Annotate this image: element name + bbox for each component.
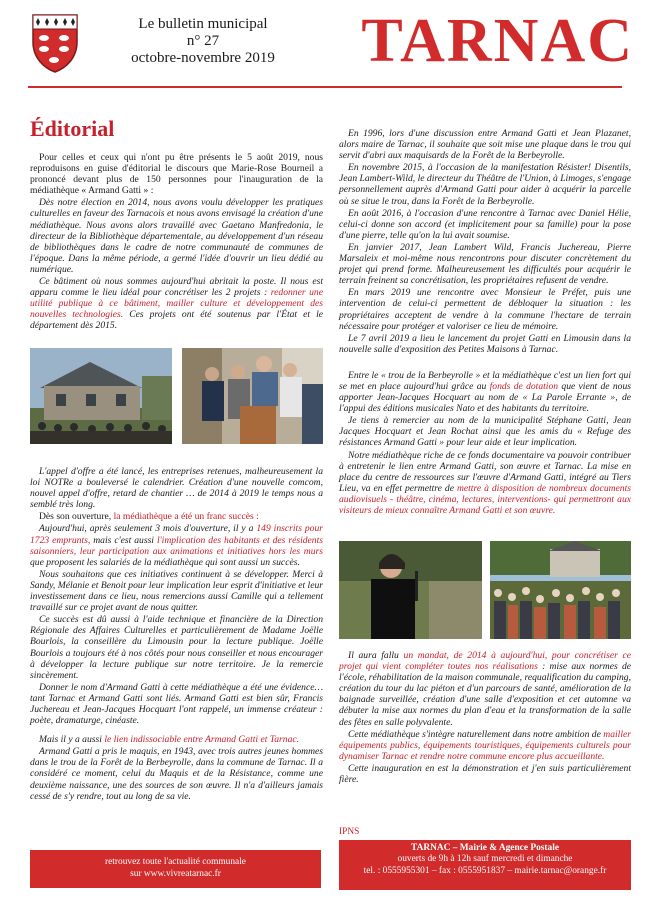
right-column-lower: [339, 650, 631, 786]
paragraph: Cette médiathèque s'intègre naturellement dans notre ambition de mailler équipements publics, équipements touristiques, équipements culturels pour dynamiser Tarnac et rendre notre commune encore plus accueillante.: [339, 728, 631, 762]
bulletin-info: [108, 16, 298, 67]
paragraph: Armand Gatti a pris le maquis, en 1943, avec trois autres jeunes hommes dans le trou de la Forêt de la Berbeyrolle, dans la commune de Tarnac. Il a considéré ce moment, celui du Maquis et de la Résistance, comme une deuxième naissance, une des sources de son œuvre. Il n'a d'ailleurs jamais cessé de s'y rendre, tout au long de sa vie.: [30, 746, 323, 802]
paragraph: En août 2016, à l'occasion d'une rencontre à Tarnac avec Daniel Hélie, celui-ci donne son accord (et implicitement pour sa famille) pour la pose d'une pierre, telle qu'on la lui avait soumise.: [339, 207, 631, 241]
left-column-lower: [30, 466, 323, 803]
coat-of-arms-logo: [30, 12, 80, 74]
spacer: [339, 356, 631, 370]
paragraph: En 1996, lors d'une discussion entre Armand Gatti et Jean Plazanet, alors maire de Tarnac, il souhaite que soit mise une plaque dans le trou qui servit d'abri aux maquisards de la Forêt de la Berbeyrolle.: [339, 128, 631, 162]
editorial-title: Éditorial: [30, 116, 115, 141]
left-column: [30, 152, 323, 333]
building-photo: [30, 348, 172, 444]
speech-photo: [182, 348, 323, 444]
right-column: [339, 128, 631, 517]
contact-title: TARNAC – Mairie & Agence Postale: [411, 843, 559, 853]
issue-number: n° 27: [186, 33, 220, 49]
paragraph: Nous souhaitons que ces initiatives continuent à se développer. Merci à Sandy, Mélanie et Benoit pour leur implication leur esprit d'initiative et leur investissement dans ce lieu, nous remercions aussi Camille qui a tellement travaillé sur ce projet avant de nous quitter.: [30, 568, 324, 614]
paragraph: Mais il y a aussi le lien indissociable entre Armand Gatti et Tarnac.: [39, 734, 300, 746]
contact-banner: [339, 840, 631, 890]
paragraph: Il aura fallu un mandat, de 2014 à aujourd'hui, pour concrétiser ce projet qui vient compléter toutes nos réalisations : mise aux normes de l'école, réhabilitation de la maison communale, requalification du camping, création du tour du lac piéton et d'un parcours de santé, amélioration de la baignade surveillée, création d'une salle d'exposition et cet automne va débuter la mise aux normes du plan d'eau et la transformation de la salle des fêtes en salle polyvalente.: [339, 650, 631, 728]
paragraph: Ce succès est dû aussi à l'aide technique et financière de la Direction Régionale des Affaires Culturelles et particulièrement de Madame Joëlle Bourlois, la conseillère du Limousin pour la lecture publique. Joëlle Bourlois a toujours été à nos côtés pour nous conseiller et nous encourager à développer la lecture publique sur notre territoire. Je la remercie sincèrement.: [30, 614, 323, 681]
paragraph: Notre médiathèque riche de ce fonds documentaire va pouvoir contribuer à entretenir le lien entre Armand Gatti, son œuvre et Tarnac. La mise en place du centre de ressources sur l'œuvre d'Armand Gatti, intégré au Tiers Lieu, va en effet permettre de mettre à disposition de nombreux documents audiovisuels - théâtre, cinéma, lectures, interventions- qui permettront aux visiteurs de mieux connaître Armand Gatti et son œuvre.: [339, 449, 631, 516]
paragraph: Le 7 avril 2019 a lieu le lancement du projet Gatti en Limousin dans la nouvelle salle d'exposition des Petites Maisons à Tarnac.: [339, 332, 631, 355]
bulletin-name: Le bulletin municipal: [138, 16, 268, 32]
intro-paragraph: Pour celles et ceux qui n'ont pu être présents le 5 août 2019, nous reproduisons en guise d'éditorial le discours que Marie-Rose Bourneil a prononcé devant plus de 150 personnes pour l'inauguration de la médiathèque « Armand Gatti » :: [30, 152, 323, 197]
paragraph: En mars 2019 une rencontre avec Monsieur le Préfet, puis une intervention de celui-ci permettent de débloquer la situation : les propriétaires acceptent de vendre à la commune l'hectare de terrain nécessaire pour protéger et valoriser ce lieu de mémoire.: [339, 287, 631, 332]
paragraph: Entre le « trou de la Berbeyrolle » et la médiathèque c'est un lien fort qui se met en place aujourd'hui grâce au fonds de dotation que vient de nous apporter Jean-Jacques Hocquart au nom de « La Parole Errante », de l'appui des éditions musicales Nato et des habitants du territoire.: [339, 369, 631, 415]
paragraph: Aujourd'hui, après seulement 3 mois d'ouverture, il y a 149 inscrits pour 1723 emprunts, mais c'est aussi l'implication des habitants et des résidents saisonniers, leur participation aux animations et initiatives hors les murs que proposent les salariés de la médiathèque qui sont aussi un succès.: [30, 523, 323, 568]
masthead-title: TARNAC: [361, 7, 634, 75]
opening-hours: ouverts de 9h à 12h sauf mercredi et dimanche: [397, 854, 573, 865]
website-banner: [30, 850, 321, 888]
speaker-photo: [339, 541, 482, 639]
crowd-photo: [490, 541, 631, 639]
contact-details: tel. : 0555955301 – fax : 0555951837 – mairie.tarnac@orange.fr: [363, 865, 607, 876]
issue-date: octobre-novembre 2019: [131, 50, 275, 66]
website-link[interactable]: sur www.vivreatarnac.fr: [130, 869, 221, 879]
paragraph: Dès notre élection en 2014, nous avons voulu développer les pratiques culturelles en faveur des Tarnacois et nous avons envisagé la création d'une médiathèque. Nous avons alors travaillé avec Gaetano Manfredonia, le directeur de la Bibliothèque départementale, au développement d'un réseau de bibliothèques dans le cadre de notre communauté de communes de l'époque. Dans la même période, a germé l'idée d'ouvrir un lieu dédié au numérique.: [30, 197, 323, 275]
paragraph: L'appel d'offre a été lancé, les entreprises retenues, malheureusement la loi NOTRe a bouleversé le calendrier. Création d'une nouvelle comcom, nouvel appel d'offre, retard de chantier … de 2014 à 2019 le temps nous a semblé très long.: [30, 466, 323, 511]
ipns-label: IPNS: [339, 827, 360, 837]
paragraph: En janvier 2017, Jean Lambert Wild, Francis Juchereau, Pierre Marsaleix et moi-même nous rencontrons pour discuter concrètement du projet qui prend forme. Malheureusement les difficultés pour acquérir le terrain freinent sa concrétisation, les propriétaires refusent de vendre.: [339, 241, 631, 287]
paragraph: Ce bâtiment où nous sommes aujourd'hui abritait la poste. Il nous est apparu comme le lieu idéal pour concrétiser les 2 projets : redonner une utilité publique à ce bâtiment, mailler culture et développement des nouvelles technologies. Ces projets ont été soutenus par l'État et le département dès 2015.: [30, 276, 323, 332]
paragraph: En novembre 2015, à l'occasion de la manifestation Résister! Disentils, Jean Lambert-Wild, le directeur du Théâtre de l'Union, à Limoges, s'engage personnellement auprès d'Armand Gatti pour aider à acquérir la parcelle où se situe le trou, dans la Forêt de la Berbeyrolle.: [339, 162, 631, 207]
paragraph: Donner le nom d'Armand Gatti à cette médiathèque a été une évidence… tant Tarnac et Armand Gatti sont liés. Armand Gatti est bien sûr, Francis Juchereau et Jean-Jacques Hocquart l'ont rappelé, un immense créateur : poète, dramaturge, cinéaste.: [30, 681, 323, 727]
paragraph: Je tiens à remercier au nom de la municipalité Stéphane Gatti, Jean Jacques Hocquart et Jean Rochat ainsi que les amis du « Refuge des résistances Armand Gatti » pour leur aide et leur implication.: [339, 415, 631, 449]
paragraph: Dès son ouverture, la médiathèque a été un franc succès :: [39, 511, 259, 523]
header-divider: [28, 86, 622, 88]
paragraph: Cette inauguration en est la démonstration et j'en suis particulièrement fière.: [339, 762, 631, 786]
website-text: retrouvez toute l'actualité communale: [105, 857, 246, 867]
header: [0, 0, 647, 80]
